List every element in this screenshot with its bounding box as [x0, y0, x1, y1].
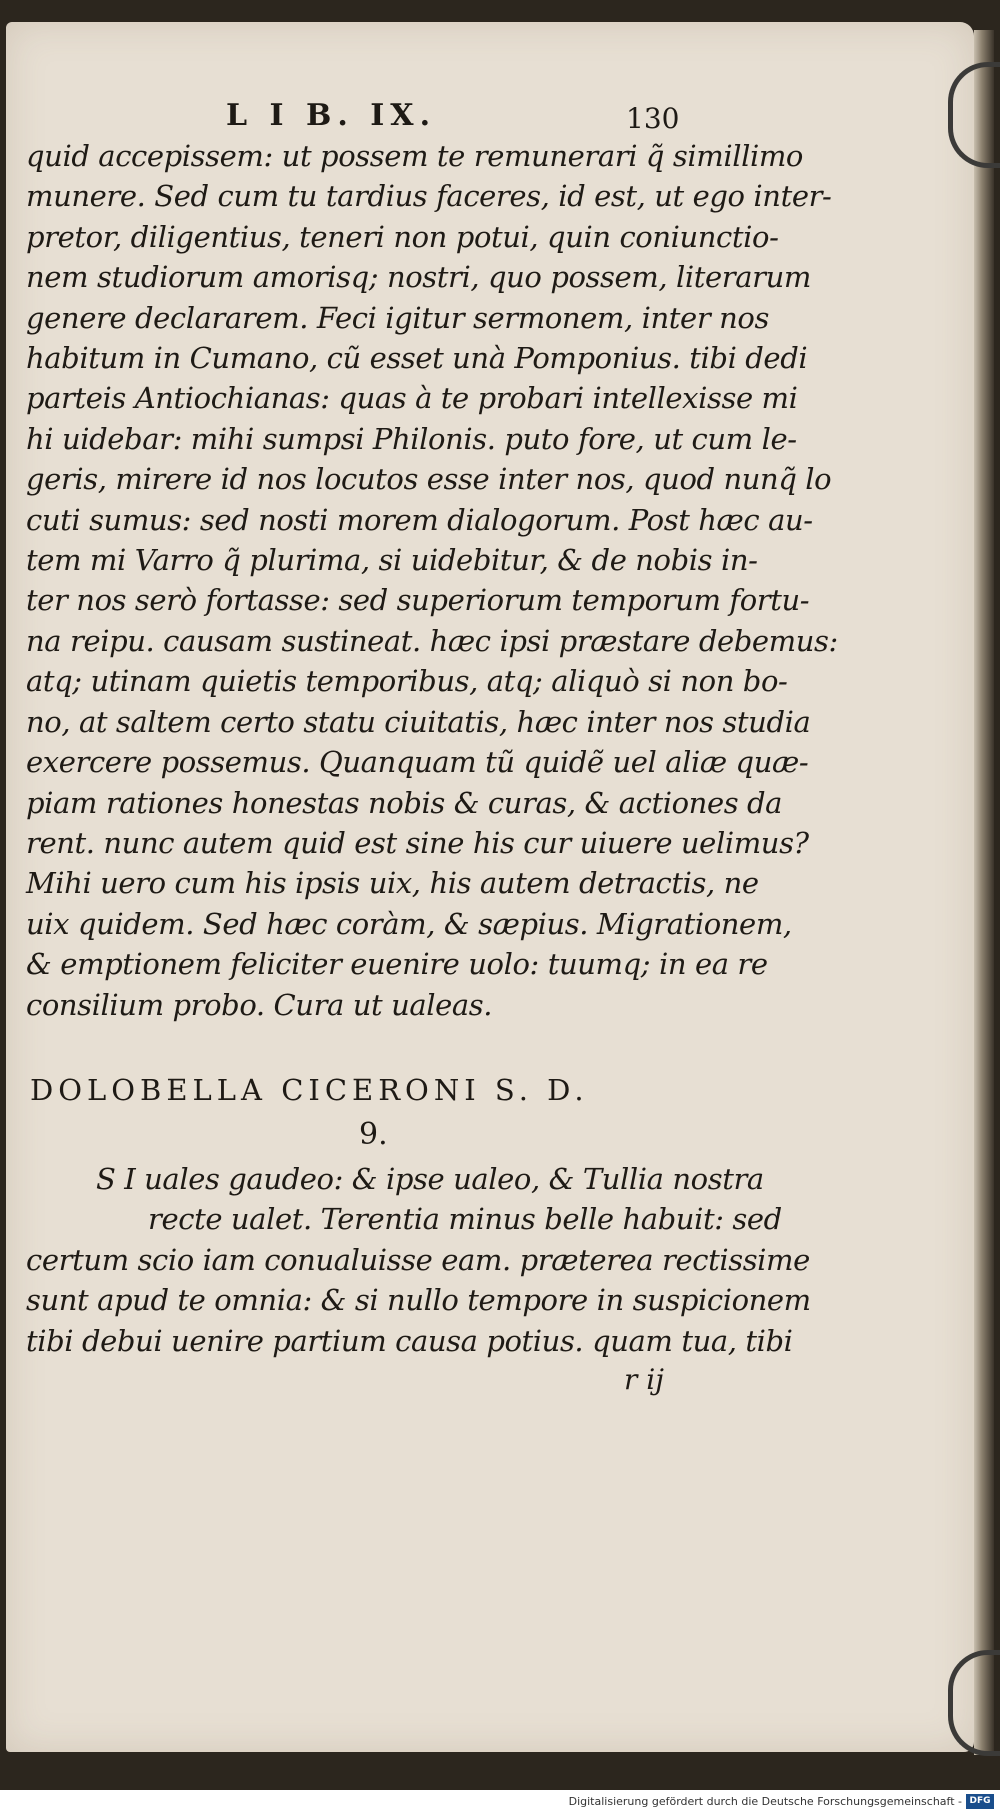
text-line: recte ualet. Terentia minus belle habuit: sed: [148, 1202, 782, 1237]
page-number: 130: [626, 102, 680, 135]
text-line: consilium probo. Cura ut ualeas.: [26, 987, 493, 1022]
text-line: munere. Sed cum tu tardius faceres, id est, ut ego inter-: [26, 179, 832, 214]
letter-body: [26, 1159, 811, 1361]
text-line: nem studiorum amorisq; nostri, quo possem, literarum: [26, 260, 811, 295]
text-line: na reipu. causam sustineat. hæc ipsi præstare debemus:: [26, 623, 838, 658]
text-line: pretor, diligentius, teneri non potui, quin coniunctio-: [26, 219, 779, 254]
book-clasp-top: [948, 62, 1000, 168]
digitization-footer: [0, 1790, 1000, 1814]
text-line: & emptionem feliciter euenire uolo: tuumq; in ea re: [26, 947, 768, 982]
text-line: atq; utinam quietis temporibus, atq; aliquò si non bo-: [26, 664, 788, 699]
page-edge: [974, 30, 994, 1755]
dfg-logo-icon: DFG: [966, 1794, 994, 1809]
letter-body-continued: [26, 136, 838, 1025]
footer-credit: Digitalisierung gefördert durch die Deutsche Forschungsgemeinschaft -: [568, 1795, 962, 1808]
book-clasp-bottom: [948, 1650, 1000, 1756]
text-line: uix quidem. Sed hæc coràm, & sæpius. Migrationem,: [26, 906, 792, 941]
text-line: piam rationes honestas nobis & curas, & actiones da: [26, 785, 783, 820]
text-line: exercere possemus. Quanquam tũ quidẽ uel aliæ quæ-: [26, 745, 809, 780]
text-line: ter nos serò fortasse: sed superiorum temporum fortu-: [26, 583, 810, 618]
text-line: parteis Antiochianas: quas à te probari intellexisse mi: [26, 381, 798, 416]
text-line: geris, mirere id nos locutos esse inter nos, quod nunq̃ lo: [26, 462, 832, 497]
text-line: no, at saltem certo statu ciuitatis, hæc inter nos studia: [26, 704, 811, 739]
text-line: quid accepissem: ut possem te remunerari q̃ simillimo: [26, 139, 803, 173]
text-line: cuti sumus: sed nosti morem dialogorum. Post hæc au-: [26, 502, 813, 537]
text-line: habitum in Cumano, cũ esset unà Pomponius. tibi dedi: [26, 341, 808, 376]
text-line: certum scio iam conualuisse eam. præterea rectissime: [26, 1242, 810, 1277]
text-line: S I uales gaudeo: & ipse ualeo, & Tullia nostra: [96, 1161, 764, 1196]
signature-mark: r ij: [624, 1362, 664, 1396]
letter-number: 9.: [359, 1116, 388, 1152]
text-line: rent. nunc autem quid est sine his cur uiuere uelimus?: [26, 825, 809, 860]
text-line: genere declararem. Feci igitur sermonem, inter nos: [26, 300, 769, 335]
text-line: Mihi uero cum his ipsis uix, his autem detractis, ne: [26, 866, 759, 901]
running-head: [26, 88, 736, 136]
page-text: [26, 88, 838, 1396]
running-head-book: L I B. IX.: [226, 98, 437, 133]
text-line: hi uidebar: mihi sumpsi Philonis. puto fore, ut cum le-: [26, 421, 797, 456]
text-line: tem mi Varro q̃ plurima, si uidebitur, & de nobis in-: [26, 543, 758, 578]
text-line: tibi debui uenire partium causa potius. quam tua, tibi: [26, 1323, 793, 1358]
text-line: sunt apud te omnia: & si nullo tempore in suspicionem: [26, 1283, 811, 1318]
letter-heading: DOLOBELLA CICERONI S. D.: [30, 1072, 589, 1107]
